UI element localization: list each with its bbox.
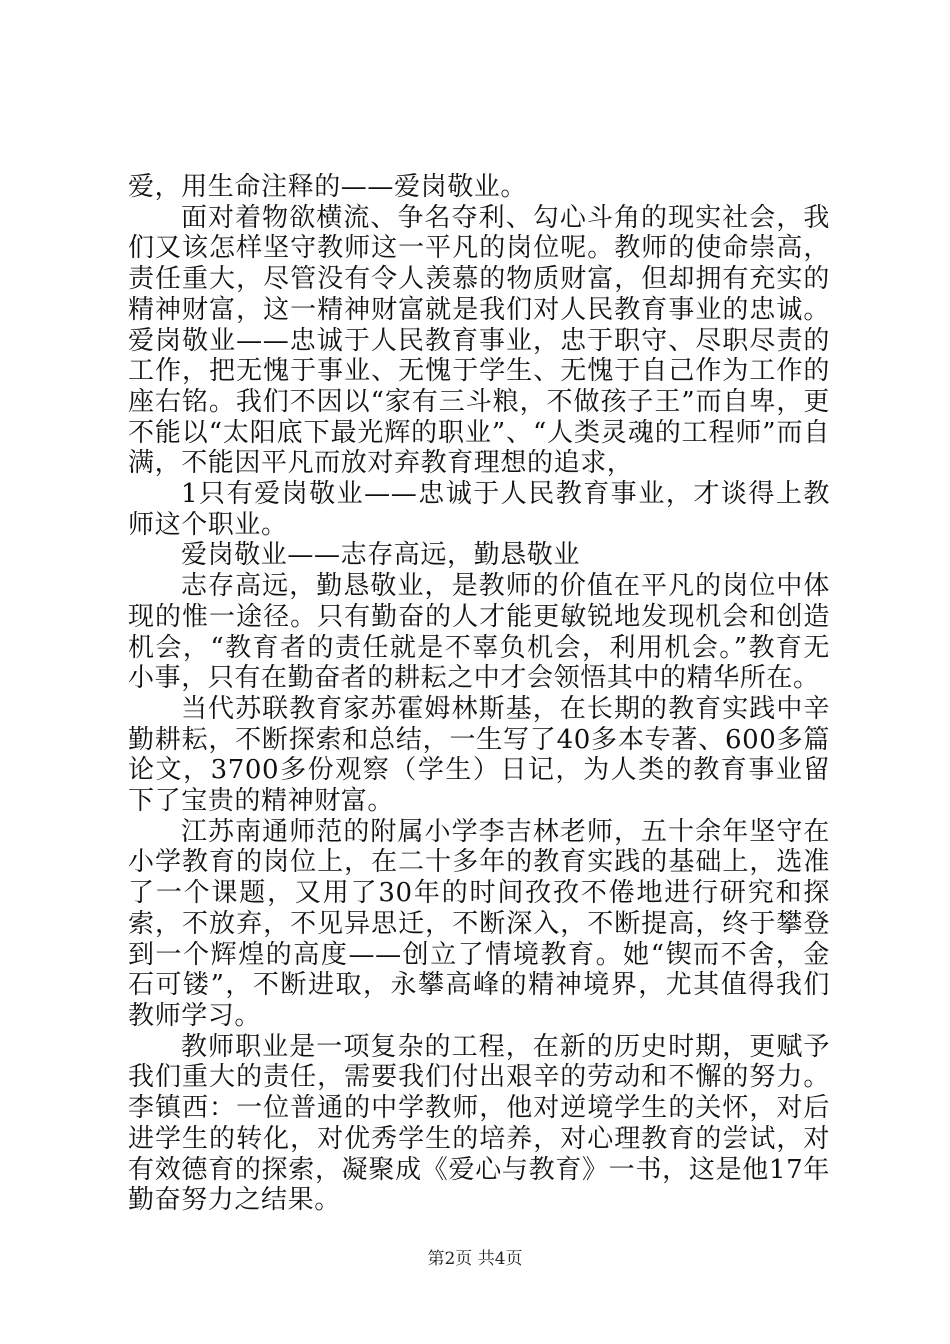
paragraph-2: 面对着物欲横流、争名夺利、勾心斗角的现实社会，我们又该怎样坚守教师这一平凡的岗位呢。教师的使命崇高，责任重大，尽管没有令人羡慕的物质财富，但却拥有充实的精神财富，这一精神财富就是我们对人民教育事业的忠诚。爱岗敬业——忠诚于人民教育事业，忠于职守、尽职尽责的工作，把无愧于事业、无愧于学生、无愧于自己作为工作的座右铭。我们不因以“家有三斗粮，不做孩子王”而自卑，更不能以“太阳底下最光辉的职业”、“人类灵魂的工程师”而自满，不能因平凡而放对弃教育理想的追求， xyxy=(128,202,830,479)
page-footer xyxy=(0,1244,950,1269)
paragraph-7: 江苏南通师范的附属小学李吉林老师，五十余年坚守在小学教育的岗位上，在二十多年的教育实践的基础上，选准了一个课题，又用了30年的时间孜孜不倦地进行研究和探索，不放弃，不见异思迁，不断深入，不断提高，终于攀登到一个辉煌的高度——创立了情境教育。她“锲而不舍，金石可镂”，不断进取，永攀高峰的精神境界，尤其值得我们教师学习。 xyxy=(128,816,830,1031)
paragraph-3: 1只有爱岗敬业——忠诚于人民教育事业，才谈得上教师这个职业。 xyxy=(128,479,830,540)
paragraph-8: 教师职业是一项复杂的工程，在新的历史时期，更赋予我们重大的责任，需要我们付出艰辛的劳动和不懈的努力。李镇西：一位普通的中学教师，他对逆境学生的关怀，对后进学生的转化，对优秀学生的培养，对心理教育的尝试，对有效德育的探索，凝聚成《爱心与教育》一书，这是他17年勤奋努力之结果。 xyxy=(128,1031,830,1216)
paragraph-1: 爱，用生命注释的——爱岗敬业。 xyxy=(128,172,528,202)
document-body xyxy=(128,172,830,1216)
paragraph-5: 志存高远，勤恳敬业，是教师的价值在平凡的岗位中体现的惟一途径。只有勤奋的人才能更敏锐地发现机会和创造机会，“教育者的责任就是不辜负机会，利用机会。”教育无小事，只有在勤奋者的耕耘之中才会领悟其中的精华所在。 xyxy=(128,571,830,694)
section-heading: 爱岗敬业——志存高远，勤恳敬业 xyxy=(181,540,581,571)
paragraph-6: 当代苏联教育家苏霍姆林斯基，在长期的教育实践中辛勤耕耘，不断探索和总结，一生写了40多本专著、600多篇论文，3700多份观察（学生）日记，为人类的教育事业留下了宝贵的精神财富。 xyxy=(128,693,830,817)
page-number: 第2页 共4页 xyxy=(427,1249,523,1269)
